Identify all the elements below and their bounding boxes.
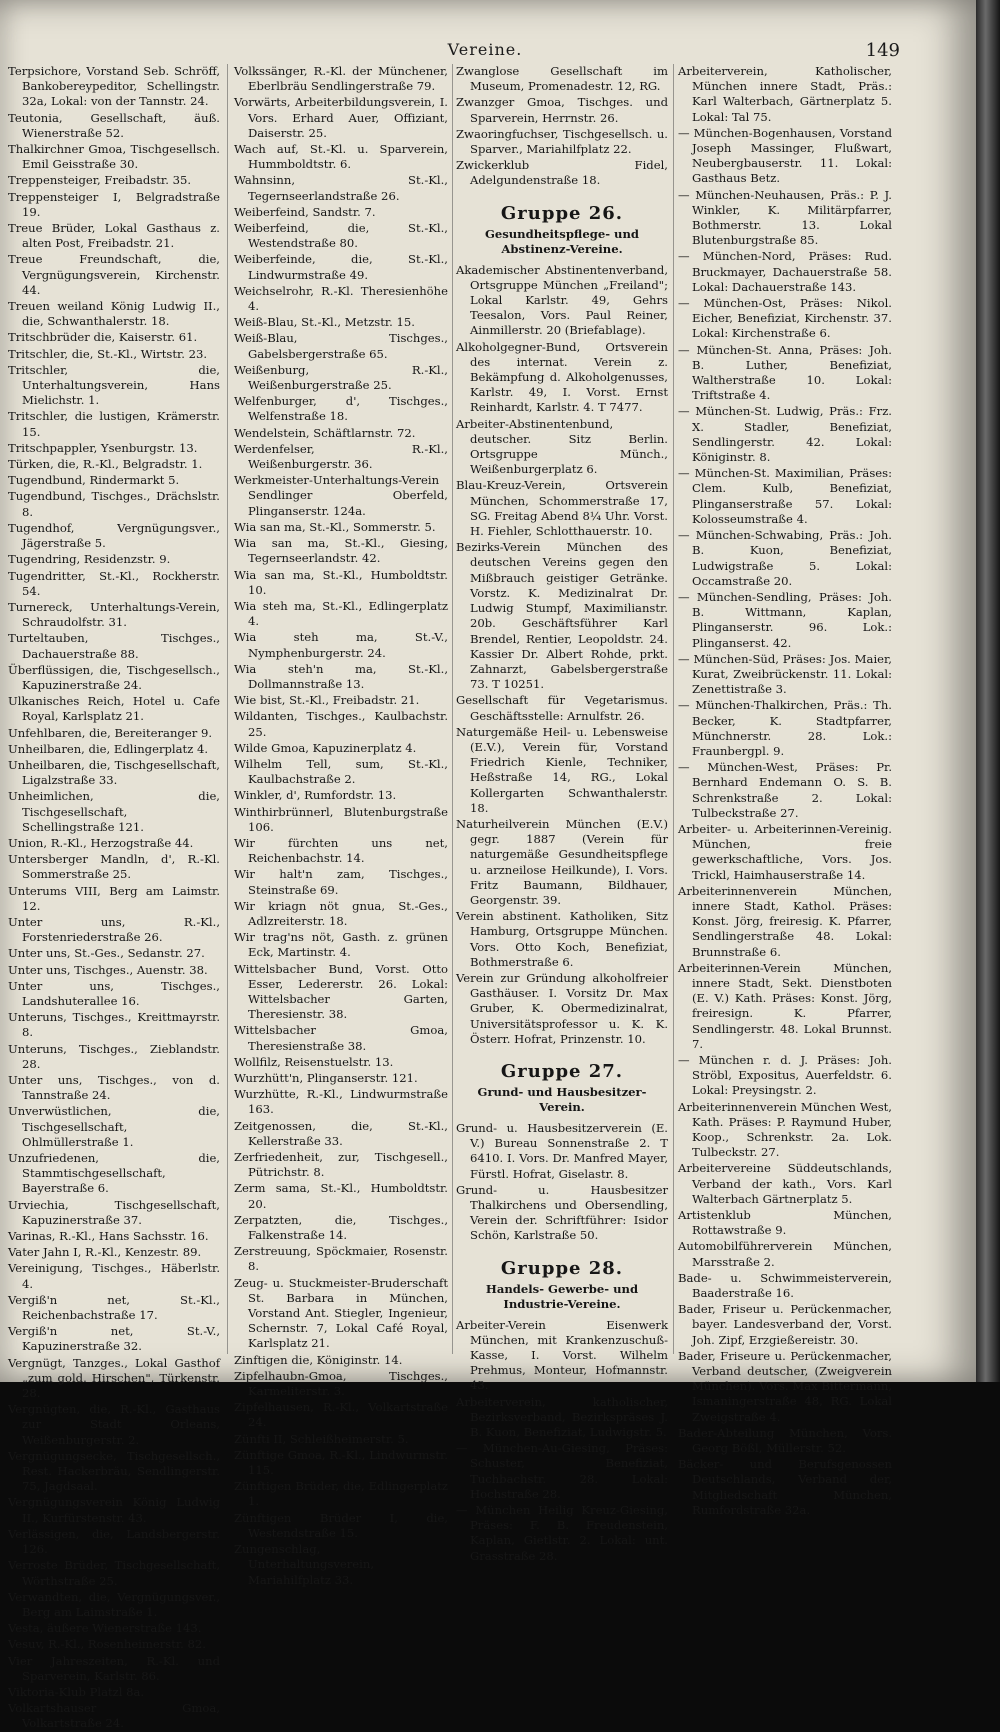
directory-entry: Tugendbund, Rindermarkt 5. xyxy=(8,473,180,488)
directory-entry: Vier Jahreszeiten, R.-Kl. und Sparverein, Karlstr. 86. xyxy=(8,1653,220,1683)
directory-entry: Varinas, R.-Kl., Hans Sachsstr. 16. xyxy=(8,1229,209,1244)
directory-entry: Arbeiter-Abstinentenbund, deutscher. Sitz Berlin. Ortsgruppe Münch., Weißenburgerplatz 6. xyxy=(456,416,668,477)
directory-entry: Unter uns, Tischges., Auenstr. 38. xyxy=(8,962,208,977)
directory-entry: Grund- u. Hausbesitzerverein (E. V.) Bureau Sonnenstraße 2. T 6410. I. Vors. Dr. Manfred Mayer, Fürstl. Hofrat, Giselastr. 8. xyxy=(456,1120,668,1181)
directory-entry: — München-St. Maximilian, Präses: Clem. Kulb, Benefiziat, Plinganserstraße 57. Lokal: Kolosseumstraße 4. xyxy=(678,466,892,526)
column-1 xyxy=(8,64,220,1731)
directory-entry: Verroste Brüder, Tischgesellschaft, Wörthstraße 25. xyxy=(8,1558,220,1588)
directory-entry: Wittelsbacher Bund, Vorst. Otto Esser, Ledererstr. 26. Lokal: Wittelsbacher Garten, Theresienstr. 38. xyxy=(234,961,448,1022)
directory-entry: Alkoholgegner-Bund, Ortsverein des internat. Verein z. Bekämpfung d. Alkoholgenusses, Karlstr. 49, I. Vorst. Ernst Reinhardt, Karlstr. 4. T 7477. xyxy=(456,339,668,415)
directory-entry: Unheimlichen, die, Tischgesellschaft, Schellingstraße 121. xyxy=(8,789,220,834)
directory-entry: Turnereck, Unterhaltungs-Verein, Schraudolfstr. 31. xyxy=(8,599,220,630)
directory-entry: Naturgemäße Heil- u. Lebensweise (E.V.), Verein für, Vorstand Friedrich Kienle, Techniker, Heßstraße 14, RG., Lokal Kollergarten Schwanthalerstr. 18. xyxy=(456,724,668,815)
directory-entry: Gesellschaft für Vegetarismus. Geschäftsstelle: Arnulfstr. 26. xyxy=(456,693,668,723)
directory-entry: Tugendring, Residenzstr. 9. xyxy=(8,552,171,567)
directory-entry: Verein zur Gründung alkoholfreier Gasthäuser. I. Vorsitz Dr. Max Gruber, K. Obermedizinalrat, Universitätsprofessor u. K. K. Österr. Hofrat, Prinzenstr. 10. xyxy=(456,970,668,1046)
directory-entry: Weiberfeind, die, St.-Kl., Westendstraße 80. xyxy=(234,221,448,251)
directory-entry: Vergiß'n net, St.-Kl., Reichenbachstraße 17. xyxy=(8,1292,220,1323)
directory-entry: Überflüssigen, die, Tischgesellsch., Kapuzinerstraße 24. xyxy=(8,662,220,692)
directory-entry: Türken, die, R.-Kl., Belgradstr. 1. xyxy=(8,457,203,472)
directory-entry: Vergiß'n net, St.-V., Kapuzinerstraße 32. xyxy=(8,1324,220,1354)
directory-entry: Welfenburger, d', Tischges., Welfenstraße 18. xyxy=(234,394,448,424)
directory-entry: Treppensteiger I, Belgradstraße 19. xyxy=(8,189,220,219)
directory-entry: Bader, Friseur u. Perückenmacher, bayer. Landesverband der, Vorst. Joh. Zipf, Erzgießereistr. 30. xyxy=(678,1302,892,1347)
directory-entry: — München-Au-Giesing, Präses: Schuster, Benefiziat, Tuchbachstr. 28. Lokal: Hochstraße 28. xyxy=(456,1441,668,1501)
directory-entry: Treppensteiger, Freibadstr. 35. xyxy=(8,173,192,188)
directory-entry: Werdenfelser, R.-Kl., Weißenburgerstr. 36. xyxy=(234,441,448,472)
directory-entry: Bader, Friseure u. Perückenmacher, Verband deutscher, (Zweigverein München). Vors. Max Bittermann, Ismaningerstraße 48, RG. Lokal Zweigstraße 4. xyxy=(678,1348,892,1424)
directory-entry: Bade- u. Schwimmeisterverein, Baaderstraße 16. xyxy=(678,1270,892,1301)
directory-entry: Weißenburg, R.-Kl., Weißenburgerstraße 25. xyxy=(234,362,448,393)
directory-entry: — München-Schwabing, Präs.: Joh. B. Kuon, Benefiziat, Ludwigstraße 5. Lokal: Occamstraße 20. xyxy=(678,528,892,588)
directory-entry: — München Heilig Kreuz-Giesing, Präses: F. B. Freudenstein, Kaplan, Gietlstr. 2. Lokal: unt. Grasstraße 28. xyxy=(456,1503,668,1563)
directory-entry: Vergnügungsecke, Tischgesellsch., Rest. Hackerbräu, Sendlingerstr. 75, Jagdsaal. xyxy=(8,1448,220,1494)
directory-entry: — München-Nord, Präses: Rud. Bruckmayer, Dachauerstraße 58. Lokal: Dachauerstraße 143. xyxy=(678,249,892,294)
column-rule xyxy=(673,64,674,1354)
directory-entry: Arbeiterverein, Katholischer, München innere Stadt, Präs.: Karl Walterbach, Gärtnerplatz 5. Lokal: Tal 75. xyxy=(678,64,892,124)
directory-entry: Unter uns, St.-Ges., Sedanstr. 27. xyxy=(8,946,205,961)
book-edge xyxy=(976,0,1000,1382)
directory-entry: Wildanten, Tischges., Kaulbachstr. 25. xyxy=(234,709,448,739)
directory-entry: Zipfelhausen, R.-Kl., Volkartstraße 24. xyxy=(234,1400,448,1430)
group-heading: Gruppe 26. xyxy=(500,202,624,224)
directory-entry: Wendelstein, Schäftlarnstr. 72. xyxy=(234,425,416,440)
directory-entry: Teutonia, Gesellschaft, äuß. Wienerstraße 52. xyxy=(8,110,220,140)
directory-entry: Weiberfeinde, die, St.-Kl., Lindwurmstraße 49. xyxy=(234,252,448,282)
directory-entry: Zünfti II, Schleißheimerstr. 5. xyxy=(234,1431,409,1446)
directory-entry: Unter uns, R.-Kl., Forstenriederstraße 26. xyxy=(8,914,220,945)
directory-entry: Turteltauben, Tischges., Dachauerstraße 88. xyxy=(8,631,220,661)
directory-entry: Zünftigen Brüder, die, Edlingerplatz 1. xyxy=(234,1479,448,1509)
directory-entry: Wie bist, St.-Kl., Freibadstr. 21. xyxy=(234,693,420,708)
directory-entry: Wurzhütt'n, Plinganserstr. 121. xyxy=(234,1071,418,1085)
directory-entry: Union, R.-Kl., Herzogstraße 44. xyxy=(8,835,194,850)
directory-entry: Thalkirchner Gmoa, Tischgesellsch. Emil Geisstraße 30. xyxy=(8,142,220,172)
directory-entry: Bezirks-Verein München des deutschen Vereins gegen den Mißbrauch geistiger Getränke. Vorstz. K. Medizinalrat Dr. Ludwig Stumpf, Maximilianstr. 20b. Geschäftsführer Karl Brendel, Rentier, Leopoldstr. 24. Kassier Dr. Albert Rohde, prkt. Zahnarzt, Gabelsbergerstraße 73. T 10251. xyxy=(456,540,668,692)
directory-entry: Zwickerklub Fidel, Adelgundenstraße 18. xyxy=(456,158,668,188)
directory-entry: — München-Neuhausen, Präs.: P. J. Winkler, K. Militärpfarrer, Bothmerstr. 13. Lokal Blutenburgstraße 85. xyxy=(678,187,892,248)
group-subheading: Grund- und Hausbesitzer-Verein. xyxy=(477,1084,647,1114)
directory-entry: — München-West, Präses: Pr. Bernhard Endemann O. S. B. Schrenkstraße 2. Lokal: Tulbeckstraße 27. xyxy=(678,760,892,820)
directory-entry: Vergnügten, die, R.-Kl., Gasthaus zur Stadt Orleans, Weißenburgerstr. 2. xyxy=(8,1402,220,1447)
directory-entry: Weiß-Blau, St.-Kl., Metzstr. 15. xyxy=(234,315,415,330)
directory-entry: Zerm sama, St.-Kl., Humboldtstr. 20. xyxy=(234,1181,448,1211)
directory-entry: Wir trag'ns nöt, Gasth. z. grünen Eck, Martinstr. 4. xyxy=(234,930,448,960)
directory-entry: Zungenschlag, Unterhaltungsverein, Mariahilfplatz 33. xyxy=(234,1542,375,1587)
directory-entry: Grund- u. Hausbesitzer Thalkirchens und Obersendling, Verein der. Schriftführer: Isidor Schön, Karlstraße 50. xyxy=(456,1182,668,1243)
directory-entry: Tritschler, die, Unterhaltungsverein, Hans Mielichstr. 1. xyxy=(8,362,220,408)
directory-entry: — München-Sendling, Präses: Joh. B. Wittmann, Kaplan, Plinganserstr. 96. Lok.: Plinganserst. 42. xyxy=(678,589,892,650)
running-head: Vereine. xyxy=(447,40,523,59)
directory-entry: Tritschler, die, St.-Kl., Wirtstr. 23. xyxy=(8,346,208,361)
directory-entry: Arbeitervereine Süddeutschlands, Verband der kath., Vors. Karl Walterbach Gärtnerplatz 5. xyxy=(678,1161,892,1206)
directory-entry: Arbeiterinnen-Verein München, innere Stadt, Sekt. Dienstboten (E. V.) Kath. Präses: Konst. Jörg, freiresign. K. Pfarrer, Sendlingerstr. 48. Lokal Brunnst. 7. xyxy=(678,960,892,1051)
directory-entry: Viktoria-Klub Platzl 8a. xyxy=(8,1684,145,1699)
directory-entry: Vesuv, R.-Kl., Rosenheimerstr. 82. xyxy=(8,1637,206,1652)
directory-entry: Zwaoringfuchser, Tischgesellsch. u. Sparver., Mariahilfplatz 22. xyxy=(456,126,668,157)
directory-entry: Zerfriedenheit, zur, Tischgesell., Pütrichstr. 8. xyxy=(234,1150,448,1180)
directory-entry: Wittelsbacher Gmoa, Theresienstraße 38. xyxy=(234,1023,448,1053)
directory-entry: — München-St. Ludwig, Präs.: Frz. X. Stadler, Benefiziat, Sendlingerstr. 42. Lokal: Königinstr. 8. xyxy=(678,404,892,465)
directory-entry: Zerpatzten, die, Tischges., Falkenstraße 14. xyxy=(234,1212,448,1243)
directory-entry: Zeitgenossen, die, St.-Kl., Kellerstraße 33. xyxy=(234,1118,448,1148)
directory-entry: Verwandten, die, Vergnügungsver., Berg am Laimstraße 1. xyxy=(8,1589,220,1619)
directory-entry: Treue Freundschaft, die, Vergnügungsverein, Kirchenstr. 44. xyxy=(8,252,220,297)
directory-entry: Wollfilz, Reisenstuelstr. 13. xyxy=(234,1054,394,1069)
directory-entry: Wia steh ma, St.-Kl., Edlingerplatz 4. xyxy=(234,598,448,629)
directory-entry: Wia steh'n ma, St.-Kl., Dollmannstraße 13. xyxy=(234,661,448,691)
directory-entry: Vergnügt, Tanzges., Lokal Gasthof „zum gold. Hirschen", Türkenstr. 28. xyxy=(8,1355,220,1401)
directory-entry: Unter uns, Tischges., von d. Tannstraße 24. xyxy=(8,1073,220,1103)
directory-entry: Treuen weiland König Ludwig II., die, Schwanthalerstr. 18. xyxy=(8,299,220,329)
directory-entry: Vesta, äußere Wienerstraße 143. xyxy=(8,1621,202,1636)
directory-entry: Treue Brüder, Lokal Gasthaus z. alten Post, Freibadstr. 21. xyxy=(8,221,220,251)
directory-entry: Volkartshauser Gmoa, Volkartstraße 24. xyxy=(8,1701,220,1731)
directory-entry: Unteruns, Tischges., Zieblandstr. 28. xyxy=(8,1041,220,1071)
directory-entry: Verlässigen, die, Landsbergerstr. 126. xyxy=(8,1526,220,1557)
directory-entry: Tugendbund, Tischges., Drächslstr. 8. xyxy=(8,489,220,519)
directory-entry: Automobilführerverein München, Marsstraße 2. xyxy=(678,1239,892,1269)
directory-entry: Unverwüstlichen, die, Tischgesellschaft, Ohlmüllerstraße 1. xyxy=(8,1104,220,1149)
directory-entry: Wir fürchten uns net, Reichenbachstr. 14. xyxy=(234,835,448,866)
directory-entry: Wurzhütte, R.-Kl., Lindwurmstraße 163. xyxy=(234,1087,448,1117)
directory-entry: Unfehlbaren, die, Bereiteranger 9. xyxy=(8,725,213,740)
directory-entry: Tugendritter, St.-Kl., Rockherstr. 54. xyxy=(8,568,220,598)
directory-entry: Unheilbaren, die, Edlingerplatz 4. xyxy=(8,741,209,756)
group-heading: Gruppe 27. xyxy=(500,1060,624,1082)
column-2 xyxy=(234,64,448,1587)
directory-entry: Tritschpappler, Ysenburgstr. 13. xyxy=(8,440,198,455)
directory-entry: Tritschbrüder die, Kaiserstr. 61. xyxy=(8,330,198,345)
directory-entry: Wia san ma, St.-Kl., Giesing, Tegernseerlandstr. 42. xyxy=(234,536,448,566)
directory-entry: Arbeiterinnenverein München, innere Stadt, Kathol. Präses: Konst. Jörg, freiresig. K. Pfarrer, Sendlingerstraße 48. Lokal: Brunnstraße 6. xyxy=(678,883,892,959)
directory-entry: — München-Bogenhausen, Vorstand Joseph Massinger, Flußwart, Neubergbauserstr. 11. Lokal: Gasthaus Betz. xyxy=(678,125,892,186)
directory-entry: Wilde Gmoa, Kapuzinerplatz 4. xyxy=(234,740,417,755)
directory-entry: Arbeiterinnenverein München West, Kath. Präses: P. Raymund Huber, Koop., Schrenkstr. 2a. Lok. Tulbeckstr. 27. xyxy=(678,1099,892,1160)
directory-entry: Zünftige Gmoa, R.-Kl., Lindwurmstr. 115. xyxy=(234,1447,448,1478)
directory-entry: Terpsichore, Vorstand Seb. Schröff, Bankobereypeditor, Schellingstr. 32a, Lokal: von der Tannstr. 24. xyxy=(8,64,220,109)
directory-entry: Wir kriagn nöt gnua, St.-Ges., Adlzreiterstr. 18. xyxy=(234,898,448,928)
directory-entry: Arbeiter-Verein Eisenwerk München, mit Krankenzuschuß-Kasse, I. Vorst. Wilhelm Prehmus, Monteur, Hofmannstr. 43. xyxy=(456,1317,668,1393)
directory-entry: Weichselrohr, R.-Kl. Theresienhöhe 4. xyxy=(234,283,448,314)
directory-entry: Winthirbrünnerl, Blutenburgstraße 106. xyxy=(234,804,448,834)
directory-entry: Ulkanisches Reich, Hotel u. Cafe Royal, Karlsplatz 21. xyxy=(8,694,220,724)
directory-entry: Unterums VIII, Berg am Laimstr. 12. xyxy=(8,883,220,913)
directory-entry: Zwanzger Gmoa, Tischges. und Sparverein, Herrnstr. 26. xyxy=(456,95,668,125)
directory-entry: Vereinigung, Tischges., Häberlstr. 4. xyxy=(8,1261,220,1291)
directory-entry: Tritschler, die lustigen, Krämerstr. 15. xyxy=(8,409,220,439)
directory-entry: Arbeiter- u. Arbeiterinnen-Vereinig. München, freie gewerkschaftliche, Vors. Jos. Trickl, Haimhauserstraße 14. xyxy=(678,821,892,882)
column-rule xyxy=(452,64,453,1354)
directory-entry: Unter uns, Tischges., Landshuterallee 16. xyxy=(8,978,220,1008)
directory-entry: Wilhelm Tell, sum, St.-Kl., Kaulbachstraße 2. xyxy=(234,756,448,787)
directory-entry: Unzufriedenen, die, Stammtischgesellschaft, Bayerstraße 6. xyxy=(8,1151,220,1196)
directory-entry: Winkler, d', Rumfordstr. 13. xyxy=(234,788,397,803)
directory-entry: Vorwärts, Arbeiterbildungsverein, I. Vors. Erhard Auer, Offiziant, Daiserstr. 25. xyxy=(234,95,448,140)
column-rule xyxy=(227,64,228,1354)
directory-entry: Vergnügungsverein König Ludwig II., Kurfürstenstr. 43. xyxy=(8,1495,220,1525)
directory-entry: Bader-Abteilung München, Vors. Georg Bößl, Müllerstr. 52. xyxy=(678,1425,892,1456)
group-heading: Gruppe 28. xyxy=(500,1257,624,1279)
directory-entry: Wir halt'n zam, Tischges., Steinstraße 69. xyxy=(234,867,448,897)
directory-entry: Naturheilverein München (E.V.) gegr. 1887 (Verein für naturgemäße Gesundheitspflege u. arzneilose Heilkunde), I. Vors. Fritz Baumann, Bildhauer, Georgenstr. 39. xyxy=(456,816,668,907)
directory-entry: Unheilbaren, die, Tischgesellschaft, Ligalzstraße 33. xyxy=(8,757,220,788)
directory-entry: Urviechia, Tischgesellschaft, Kapuzinerstraße 37. xyxy=(8,1197,220,1227)
directory-entry: — München r. d. J. Präses: Joh. Ströbl, Expositus, Auerfeldstr. 6. Lokal: Preysingstr. 2. xyxy=(678,1053,892,1098)
directory-entry: Tugendhof, Vergnügungsver., Jägerstraße 5. xyxy=(8,520,220,551)
directory-entry: Zerstreuung, Spöckmaier, Rosenstr. 8. xyxy=(234,1244,448,1274)
directory-entry: Arbeiterverein, katholischer, Bezirksverband, Bezirkspräses J. B. Kuon, Benefiziat, Ludwigstr. 5. xyxy=(456,1394,668,1440)
directory-entry: — München-Ost, Präses: Nikol. Eicher, Benefiziat, Kirchenstr. 37. Lokal: Kirchenstraße 6. xyxy=(678,296,892,341)
directory-entry: Wach auf, St.-Kl. u. Sparverein, Hummboldtstr. 6. xyxy=(234,142,448,172)
directory-entry: Zwanglose Gesellschaft im Museum, Promenadestr. 12, RG. xyxy=(456,64,668,94)
column-4 xyxy=(678,64,892,1517)
directory-entry: Untersberger Mandln, d', R.-Kl. Sommerstraße 25. xyxy=(8,852,220,882)
directory-entry: — München-Süd, Präses: Jos. Maier, Kurat, Zweibrückenstr. 11. Lokal: Zenettistraße 3. xyxy=(678,651,892,697)
directory-entry: Wahnsinn, St.-Kl., Tegernseerlandstraße 26. xyxy=(234,173,448,203)
directory-entry: Zipfelhaubn-Gmoa, Tischges., Karmeliterstr. 3. xyxy=(234,1368,448,1399)
directory-entry: Wia san ma, St.-Kl., Sommerstr. 5. xyxy=(234,519,436,534)
directory-entry: Zeug- u. Stuckmeister-Bruderschaft St. Barbara in München, Vorstand Ant. Stiegler, Ingenieur, Schernstr. 7, Lokal Café Royal, Karlsplatz 21. xyxy=(234,1275,448,1351)
directory-entry: Weiberfeind, Sandstr. 7. xyxy=(234,204,376,219)
page-number: 149 xyxy=(865,40,900,61)
directory-entry: Artistenklub München, Rottawstraße 9. xyxy=(678,1208,892,1238)
directory-entry: Vater Jahn I, R.-Kl., Kenzestr. 89. xyxy=(8,1245,202,1260)
column-3 xyxy=(456,64,668,1563)
directory-entry: Volkssänger, R.-Kl. der Münchener, Eberlbräu Sendlingerstraße 79. xyxy=(234,64,448,94)
directory-entry: Unteruns, Tischges., Kreittmayrstr. 8. xyxy=(8,1010,220,1040)
directory-entry: Blau-Kreuz-Verein, Ortsverein München, Schommerstraße 17, SG. Freitag Abend 8¼ Uhr. Vorst. H. Fiehler, Schlotthauerstr. 10. xyxy=(456,478,668,539)
directory-entry: Bäcker- und Berufsgenossen Deutschlands, Verband der, Mitgliedschaft München, Rumfordstraße 32a. xyxy=(678,1457,892,1517)
directory-entry: Verein abstinent. Katholiken, Sitz Hamburg, Ortsgruppe München. Vors. Otto Koch, Benefiziat, Bothmerstraße 6. xyxy=(456,909,668,969)
directory-entry: Wia steh ma, St.-V., Nymphenburgerstr. 24. xyxy=(234,630,448,660)
directory-entry: Zünftigen Brüder I, die, Westendstraße 15. xyxy=(234,1510,448,1540)
directory-entry: Werkmeister-Unterhaltungs-Verein Sendlinger Oberfeld, Plinganserstr. 124a. xyxy=(234,473,448,518)
directory-entry: Zinftigen die, Königinstr. 14. xyxy=(234,1352,403,1367)
directory-entry: — München-St. Anna, Präses: Joh. B. Luther, Benefiziat, Waltherstraße 10. Lokal: Triftstraße 4. xyxy=(678,342,892,403)
directory-entry: Weiß-Blau, Tischges., Gabelsbergerstraße 65. xyxy=(234,331,448,361)
group-subheading: Handels- Gewerbe- und Industrie-Vereine. xyxy=(485,1281,639,1311)
directory-entry: Akademischer Abstinentenverband, Ortsgruppe München „Freiland"; Lokal Karlstr. 49, Gehrs Teesalon, Vors. Paul Reiner, Ainmillerstr. 20 (Briefablage). xyxy=(456,262,668,338)
directory-entry: Wia san ma, St.-Kl., Humboldtstr. 10. xyxy=(234,567,448,597)
directory-entry: — München-Thalkirchen, Präs.: Th. Becker, K. Stadtpfarrer, Münchnerstr. 28. Lok.: Fraunbergpl. 9. xyxy=(678,698,892,758)
group-subheading: Gesundheitspflege- und Abstinenz-Vereine. xyxy=(484,226,640,256)
